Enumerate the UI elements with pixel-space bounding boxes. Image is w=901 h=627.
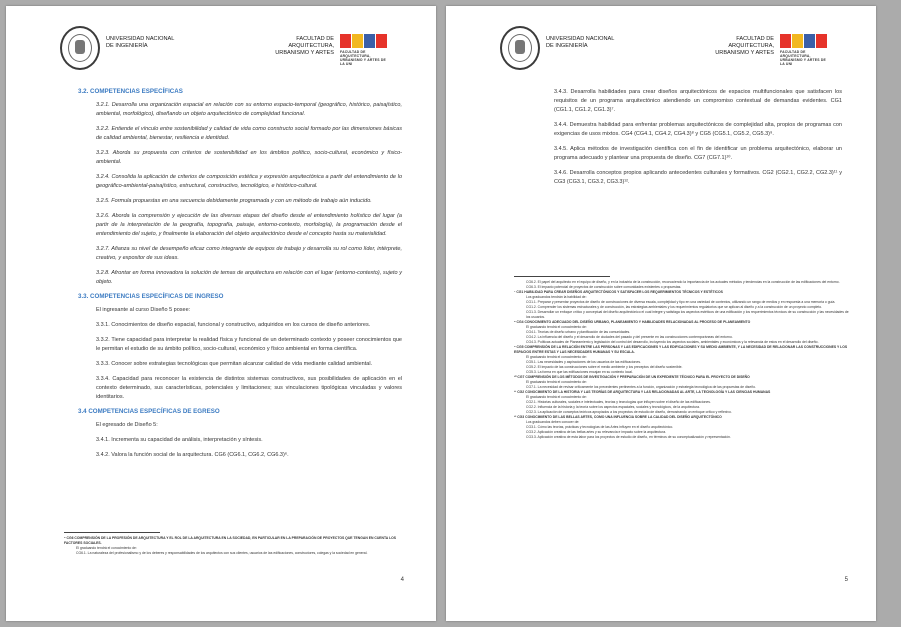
- paragraph: 3.3.1. Conocimientos de diseño espacial, funcional y constructivo, adquiridos en los cursos de diseño anteriores.: [96, 322, 371, 328]
- footnotes: [64, 536, 406, 556]
- footnote-entry: CG1.1. Preparar y presentar proyectos de diseño de construcciones de diversa escala, complejidad y tipo en una variedad de contextos, utilizando un rango de medios y en respuesta a una memoria o guía.: [526, 300, 836, 304]
- paragraph: 3.2.3. Aborda su propuesta con criterios de sostenibilidad en los ámbitos político, socio-cultural, económico y físico-ambiental.: [96, 150, 402, 165]
- university-name: UNIVERSIDAD NACIONAL DE INGENIERÍA: [546, 36, 615, 49]
- footnote-title: ¹¹ CG2 CONOCIMIENTO DE LA HISTORIA Y LAS TEORÍAS DE ARQUITECTURA Y LAS RELACIONADAS AL ARTE, LA TECNOLOGÍA Y LAS CIENCIAS HUMANAS: [514, 390, 771, 394]
- section-heading: 3.2. COMPETENCIAS ESPECÍFICAS: [78, 88, 183, 95]
- paragraph: 3.3.3. Conocer sobre estrategias tecnológicas que permitan alcanzar calidad de vida mediante calidad ambiental.: [96, 361, 373, 367]
- footnotes: [514, 280, 850, 440]
- faua-logo: [780, 34, 828, 68]
- faculty-name: FACULTAD DE ARQUITECTURA, URBANISMO Y ARTES: [715, 36, 774, 56]
- paragraph: 3.2.5. Formula propuestas en una secuencia debidamente programada y con un método de trabajo aún inducido.: [96, 198, 372, 204]
- paragraph: El egresado de Diseño 5:: [96, 422, 158, 428]
- footnote-entry: CG4.2. La influencia del diseño y el desarrollo de ciudades del pasado y del presente en las construcciones contemporáneas del entorno.: [526, 335, 733, 339]
- footnote-entry: El graduando tendrá el conocimiento de:: [526, 395, 587, 399]
- paragraph: 3.2.1. Desarrolla una organización espacial en relación con su entorno espacio-temporal (geográfico, histórico, paisajístico, ambiental, morfológico), diseñando un objeto arquitectónico de complejidad funcional.: [96, 102, 402, 117]
- footnote-entry: El graduando tendrá el conocimiento de:: [526, 325, 587, 329]
- footnote-entry: CG3.2. Aplicación creativa de las bellas artes y su relevancia e impacto sobre la arquitectura.: [526, 430, 667, 434]
- paragraph: 3.4.3. Desarrolla habilidades para crear diseños arquitectónicos de espacios multifuncionales que satisfacen los requisitos de un programa arquitectónico atendiendo un compromiso contextual de demandas evidentes. CG1 (CG1.1, CG1.2, CG1.3)⁷.: [554, 89, 842, 113]
- paragraph: 3.3.4. Capacidad para reconocer la existencia de distintos sistemas constructivos, sus posibilidades de aplicación en el contexto determinado, sus características, potenciales y limitaciones; sus vinculaciones tipológicas vinculadas y valores identitarios.: [96, 376, 402, 400]
- footnote-entry: CG3.3. Aplicación creativa de esta labor para los proyectos de estudio de diseño, en términos de su conceptualización y representación.: [526, 435, 731, 439]
- faculty-name: FACULTAD DE ARQUITECTURA, URBANISMO Y ARTES: [275, 36, 334, 56]
- footnote-entry: El graduando tendrá el conocimiento de:: [526, 380, 587, 384]
- page-body: [554, 88, 842, 193]
- university-seal-icon: [60, 26, 100, 70]
- footnote-title: ⁹ CG5 COMPRENSIÓN DE LA RELACIÓN ENTRE LAS PERSONAS Y LAS EDIFICACIONES Y LAS EDIFICACIONES Y SU MEDIO AMBIENTE, Y LA NECESIDAD DE RELACIONAR LAS CONSTRUCCIONES Y LOS ESPACIOS ENTRE ESTAS Y LAS NECESIDADES HUMANAS Y SU ESCALA.: [514, 345, 848, 354]
- paragraph: 3.2.7. Afianza su nivel de desempeño eficaz como integrante de equipos de trabajo y desarrolla su rol como líder, intérprete, creativo, y expositor de sus ideas.: [96, 246, 402, 261]
- university-name: UNIVERSIDAD NACIONAL DE INGENIERÍA: [106, 36, 175, 49]
- paragraph: 3.3.2. Tiene capacidad para interpretar la realidad física y funcional de un determinado contexto y poseer conocimientos que le permitan el estudio de su ámbito político, socio-cultural, económico y físico ambiental en forma científica.: [96, 337, 402, 352]
- footnote-entry: El graduando tendrá el conocimiento de:: [526, 355, 587, 359]
- document-page-4: [6, 6, 436, 621]
- page-header: [446, 32, 876, 72]
- paragraph: El ingresante al curso Diseño 5 posee:: [96, 307, 191, 313]
- paragraph: 3.4.2. Valora la función social de la arquitectura. CG6 (CG6.1, CG6.2, CG6.3)⁶.: [96, 452, 289, 458]
- footnote-entry: CG6.1. La naturaleza del profesionalismo y de los deberes y responsabilidades de los arquitectos con sus clientes, usuarios de las edificaciones, constructores, colegas y la sociedad en general.: [76, 551, 368, 555]
- paragraph: 3.4.5. Aplica métodos de investigación científica con el fin de identificar un problema arquitectónico, elaborar un programa adecuado y plantear una propuesta de diseño. CG7 (CG7.1)¹⁰.: [554, 146, 842, 161]
- footnote-title: ⁶ CG6 COMPRENSIÓN DE LA PROFESIÓN DE ARQUITECTURA Y EL ROL DE LA ARQUITECTURA EN LA SOCIEDAD, EN PARTICULAR EN LA PREPARACIÓN DE PROYECTOS QUE TENGAN EN CUENTA LOS FACTORES SOCIALES.: [64, 536, 397, 545]
- footnote-entry: CG5.3. La forma en que las edificaciones encajan en su contexto local.: [526, 370, 633, 374]
- paragraph: 3.2.2. Entiende el vínculo entre sostenibilidad y calidad de vida como constructo social formado por las dimensiones básicas de calidad ambiental, bienestar, resiliencia e identidad.: [96, 126, 402, 141]
- footnote-entry: CG6.2. El papel del arquitecto en el equipo de diseño, y en la industria de la construcción, reconociendo la importancia de los actuales métodos y tendencias en la construcción de las edificaciones del entorno.: [526, 280, 840, 284]
- footnote-entry: CG2.2. Influencia de la historia y la teoría sobre los aspectos espaciales, sociales y tecnológicos, de la arquitectura.: [526, 405, 700, 409]
- footnote-entry: CG4.3. Políticas actuales de Planeamiento y legislación del control del desarrollo, incluyendo los aspectos sociales, ambientales y económicos y la relevancia de estos en el desarrollo del diseño.: [526, 340, 819, 344]
- footnote-entry: Los graduandos deben conocer de:: [526, 420, 580, 424]
- footnote-entry: CG5.1. Las necesidades y aspiraciones de los usuarios de las edificaciones.: [526, 360, 641, 364]
- page-number: 5: [844, 577, 848, 583]
- section-heading: 3.4 COMPETENCIAS ESPECÍFICAS DE EGRESO: [78, 408, 220, 415]
- footnote-entry: CG7.1. La necesidad de revisar críticamente los precedentes pertinentes a la función, organización y estrategia tecnológica de las propuestas de diseño.: [526, 385, 756, 389]
- paragraph: 3.4.6. Desarrolla conceptos propios aplicando antecedentes culturales y formativos. CG2 (CG2.1, CG2.2, CG2.3)¹¹ y CG3 (CG3.1, CG3.2, CG3.3)¹².: [554, 170, 842, 185]
- faua-logo-text: FACULTAD DE ARQUITECTURA, URBANISMO Y ARTES DE LA UNI: [780, 50, 826, 66]
- page-body: [78, 88, 402, 466]
- paragraph: 3.4.4. Demuestra habilidad para enfrentar problemas arquitectónicos de complejidad alta, propios de programas con exigencias de usos mixtos. CG4 (CG4.1, CG4.2, CG4.3)⁸ y CG5 (CG5.1, CG5.2, CG5.3)⁹.: [554, 122, 842, 137]
- paragraph: 3.4.1. Incrementa su capacidad de análisis, interpretación y síntesis.: [96, 437, 263, 443]
- footnote-entry: CG3.1. Cómo las teorías, prácticas y tecnologías de las Artes influyen en el diseño arquitectónico.: [526, 425, 674, 429]
- footnote-separator: [64, 532, 160, 533]
- faua-logo-text: FACULTAD DE ARQUITECTURA, URBANISMO Y ARTES DE LA UNI: [340, 50, 386, 66]
- footnote-entry: CG2.3. La aplicación de conceptos teóricos apropiados a los proyectos de estudio de diseño, demostrando un enfoque crítico y reflexivo.: [526, 410, 732, 414]
- section-heading: 3.3. COMPETENCIAS ESPECÍFICAS DE INGRESO: [78, 293, 224, 300]
- paragraph: 3.2.4. Consolida la aplicación de criterios de composición estética y expresión arquitectónica a partir del entendimiento de lo geográfico-ambiental-paisajístico, estructural, constructivo, tecnológico, e histórico-cultural.: [96, 174, 402, 189]
- page-number: 4: [400, 577, 404, 583]
- footnote-entry: El graduando tendrá el conocimiento de:: [76, 546, 137, 550]
- footnote-entry: CG5.2. El impacto de las construcciones sobre el medio ambiente y los preceptos del diseño sostenible.: [526, 365, 683, 369]
- document-page-5: [446, 6, 876, 621]
- footnote-title: ⁸ CG4 CONOCIMIENTO ADECUADO DEL DISEÑO URBANO, PLANEAMIENTO Y HABILIDADES RELACIONADAS AL PROCESO DE PLANEAMIENTO: [514, 320, 751, 324]
- footnote-title: ¹² CG3 CONOCIMIENTO DE LAS BELLAS ARTES, COMO UNA INFLUENCIA SOBRE LA CALIDAD DEL DISEÑO ARQUITECTÓNICO: [514, 415, 722, 419]
- paragraph: 3.2.8. Afrontar en forma innovadora la solución de temas de arquitectura en relación con el lugar (entorno-contexto), sujeto y objeto.: [96, 270, 402, 285]
- footnote-entry: CG1.2. Comprender los sistemas estructurales y de construcción, las estrategias ambientales y los requerimientos regulatorios que se aplican al diseño y a la construcción de un proyecto completo.: [526, 305, 823, 309]
- footnote-entry: CG4.1. Teorías de diseño urbano y planificación de las comunidades.: [526, 330, 631, 334]
- footnote-entry: CG1.3. Desarrollar un enfoque crítico y conceptual del diseño arquitectónico el cual integre y satisfaga los aspectos estéticos de una edificación y los requerimientos técnicos de su construcción y las necesidades de los usuarios.: [526, 310, 849, 319]
- footnote-entry: Los graduandos tendrán la habilidad de:: [526, 295, 587, 299]
- university-seal-icon: [500, 26, 540, 70]
- footnote-entry: CG2.1. Historias culturales, sociales e intelectuales, teorías y tecnologías que influyen sobre el diseño de las edificaciones.: [526, 400, 711, 404]
- footnote-separator: [514, 276, 610, 277]
- footnote-title: ⁷ CG1 HABILIDAD PARA CREAR DISEÑOS ARQUITECTÓNICOS Y SATISFACER LOS REQUERIMIENTOS TÉCNICOS Y ESTÉTICOS: [514, 290, 723, 294]
- footnote-entry: CG6.3. El impacto potencial de proyectos de construcción sobre comunidades existentes o propuestas.: [526, 285, 682, 289]
- paragraph: 3.2.6. Aborda la comprensión y ejecución de las diversas etapas del diseño desde el entendimiento holístico del lugar (a partir de la interpretación de la geografía, topografía, paisaje, entorno-contexto, morfología), la programación desde el entendimiento del sujeto, y finalmente la elaboración del objeto arquitectónico desde el concepto hasta su materialidad.: [96, 213, 402, 237]
- footnote-title: ¹⁰ CG7 COMPRENSIÓN DE LOS MÉTODOS DE INVESTIGACIÓN Y PREPARACIÓN DE UN EXPEDIENTE TÉCNICO PARA EL PROYECTO DE DISEÑO: [514, 375, 750, 379]
- page-header: [6, 32, 436, 72]
- faua-logo: [340, 34, 388, 68]
